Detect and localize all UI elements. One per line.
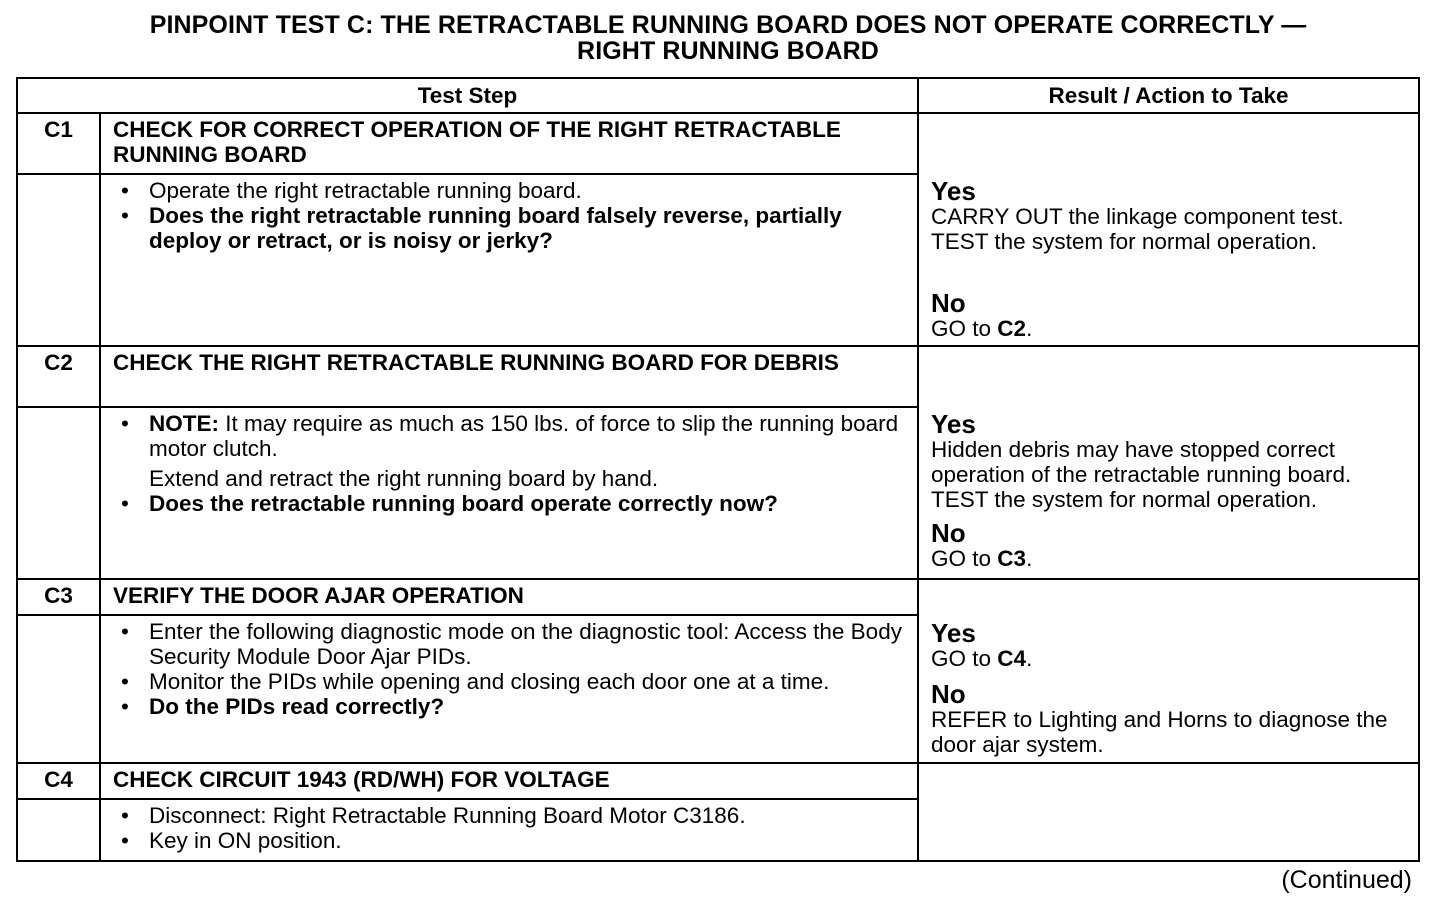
step-bullet-text: Disconnect: Right Retractable Running Board Motor C3186. [149,803,746,828]
step-question: Do the PIDs read correctly? [149,694,445,719]
header-result: Result / Action to Take [918,78,1419,113]
title-line-2: RIGHT RUNNING BOARD [577,37,879,65]
step-body [100,174,918,346]
step-instruction: Extend and retract the right running board by hand. [149,466,659,491]
result-no-line: GO to C2. [931,316,1033,341]
step-id: C3 [17,579,100,615]
continued-label: (Continued) [1281,866,1412,894]
step-bullet-text: Enter the following diagnostic mode on the diagnostic tool: Access the Body Security Module Door Ajar PIDs. [149,619,902,669]
bullet: • [121,828,129,853]
step-title: CHECK FOR CORRECT OPERATION OF THE RIGHT RETRACTABLE RUNNING BOARD [100,113,918,174]
bullet: • [121,411,129,436]
result-yes-line: Hidden debris may have stopped correct operation of the retractable running board. [931,437,1352,487]
step-c2-result [918,346,1419,579]
page-title [0,12,1456,64]
step-c2-title-row [17,346,1419,407]
result-yes-label: Yes [931,409,976,439]
note-label: NOTE: [149,411,219,436]
result-yes-label: Yes [931,176,976,206]
step-bullet-text: Key in ON position. [149,828,342,853]
step-c3-title-row [17,579,1419,615]
pinpoint-test-table [16,77,1420,862]
step-title: CHECK CIRCUIT 1943 (RD/WH) FOR VOLTAGE [100,763,918,799]
result-no-label: No [931,288,966,318]
step-c1-title-row [17,113,1419,174]
result-yes-line: TEST the system for normal operation. [931,487,1318,512]
bullet: • [121,669,129,694]
step-body [100,799,918,861]
step-body [100,407,918,579]
step-id: C2 [17,346,100,407]
empty-cell [17,615,100,763]
step-c4-result [918,763,1419,861]
result-no-label: No [931,679,966,709]
step-question: Does the right retractable running board falsely reverse, partially deploy or retract, or is noisy or jerky? [149,203,842,253]
bullet: • [121,491,129,516]
step-ref: C3 [997,546,1027,571]
header-row [17,78,1419,113]
bullet: • [121,203,129,228]
result-no-label: No [931,518,966,548]
empty-cell [17,799,100,861]
bullet: • [121,803,129,828]
result-yes-line: TEST the system for normal operation. [931,229,1318,254]
result-no-line: REFER to Lighting and Horns to diagnose the door ajar system. [931,707,1388,757]
step-id: C4 [17,763,100,799]
empty-cell [17,407,100,579]
step-ref: C4 [997,646,1027,671]
result-no-line: GO to C3. [931,546,1033,571]
step-note: NOTE: It may require as much as 150 lbs. of force to slip the running board motor clutch. [149,411,899,461]
step-c1-result [918,113,1419,346]
step-title: VERIFY THE DOOR AJAR OPERATION [100,579,918,615]
step-ref: C2 [997,316,1027,341]
step-question: Does the retractable running board operate correctly now? [149,491,778,516]
step-bullet-text: Monitor the PIDs while opening and closing each door one at a time. [149,669,830,694]
result-yes-label: Yes [931,618,976,648]
bullet: • [121,619,129,644]
step-bullet-text: Operate the right retractable running board. [149,178,582,203]
step-c3-result [918,579,1419,763]
header-test-step: Test Step [17,78,918,113]
bullet: • [121,178,129,203]
result-yes-line: GO to C4. [931,646,1033,671]
empty-cell [17,174,100,346]
step-body [100,615,918,763]
title-line-1: PINPOINT TEST C: THE RETRACTABLE RUNNING BOARD DOES NOT OPERATE CORRECTLY — [149,11,1307,39]
step-id: C1 [17,113,100,174]
bullet: • [121,694,129,719]
step-title: CHECK THE RIGHT RETRACTABLE RUNNING BOARD FOR DEBRIS [100,346,918,407]
result-yes-line: CARRY OUT the linkage component test. [931,204,1344,229]
step-c4-title-row [17,763,1419,799]
